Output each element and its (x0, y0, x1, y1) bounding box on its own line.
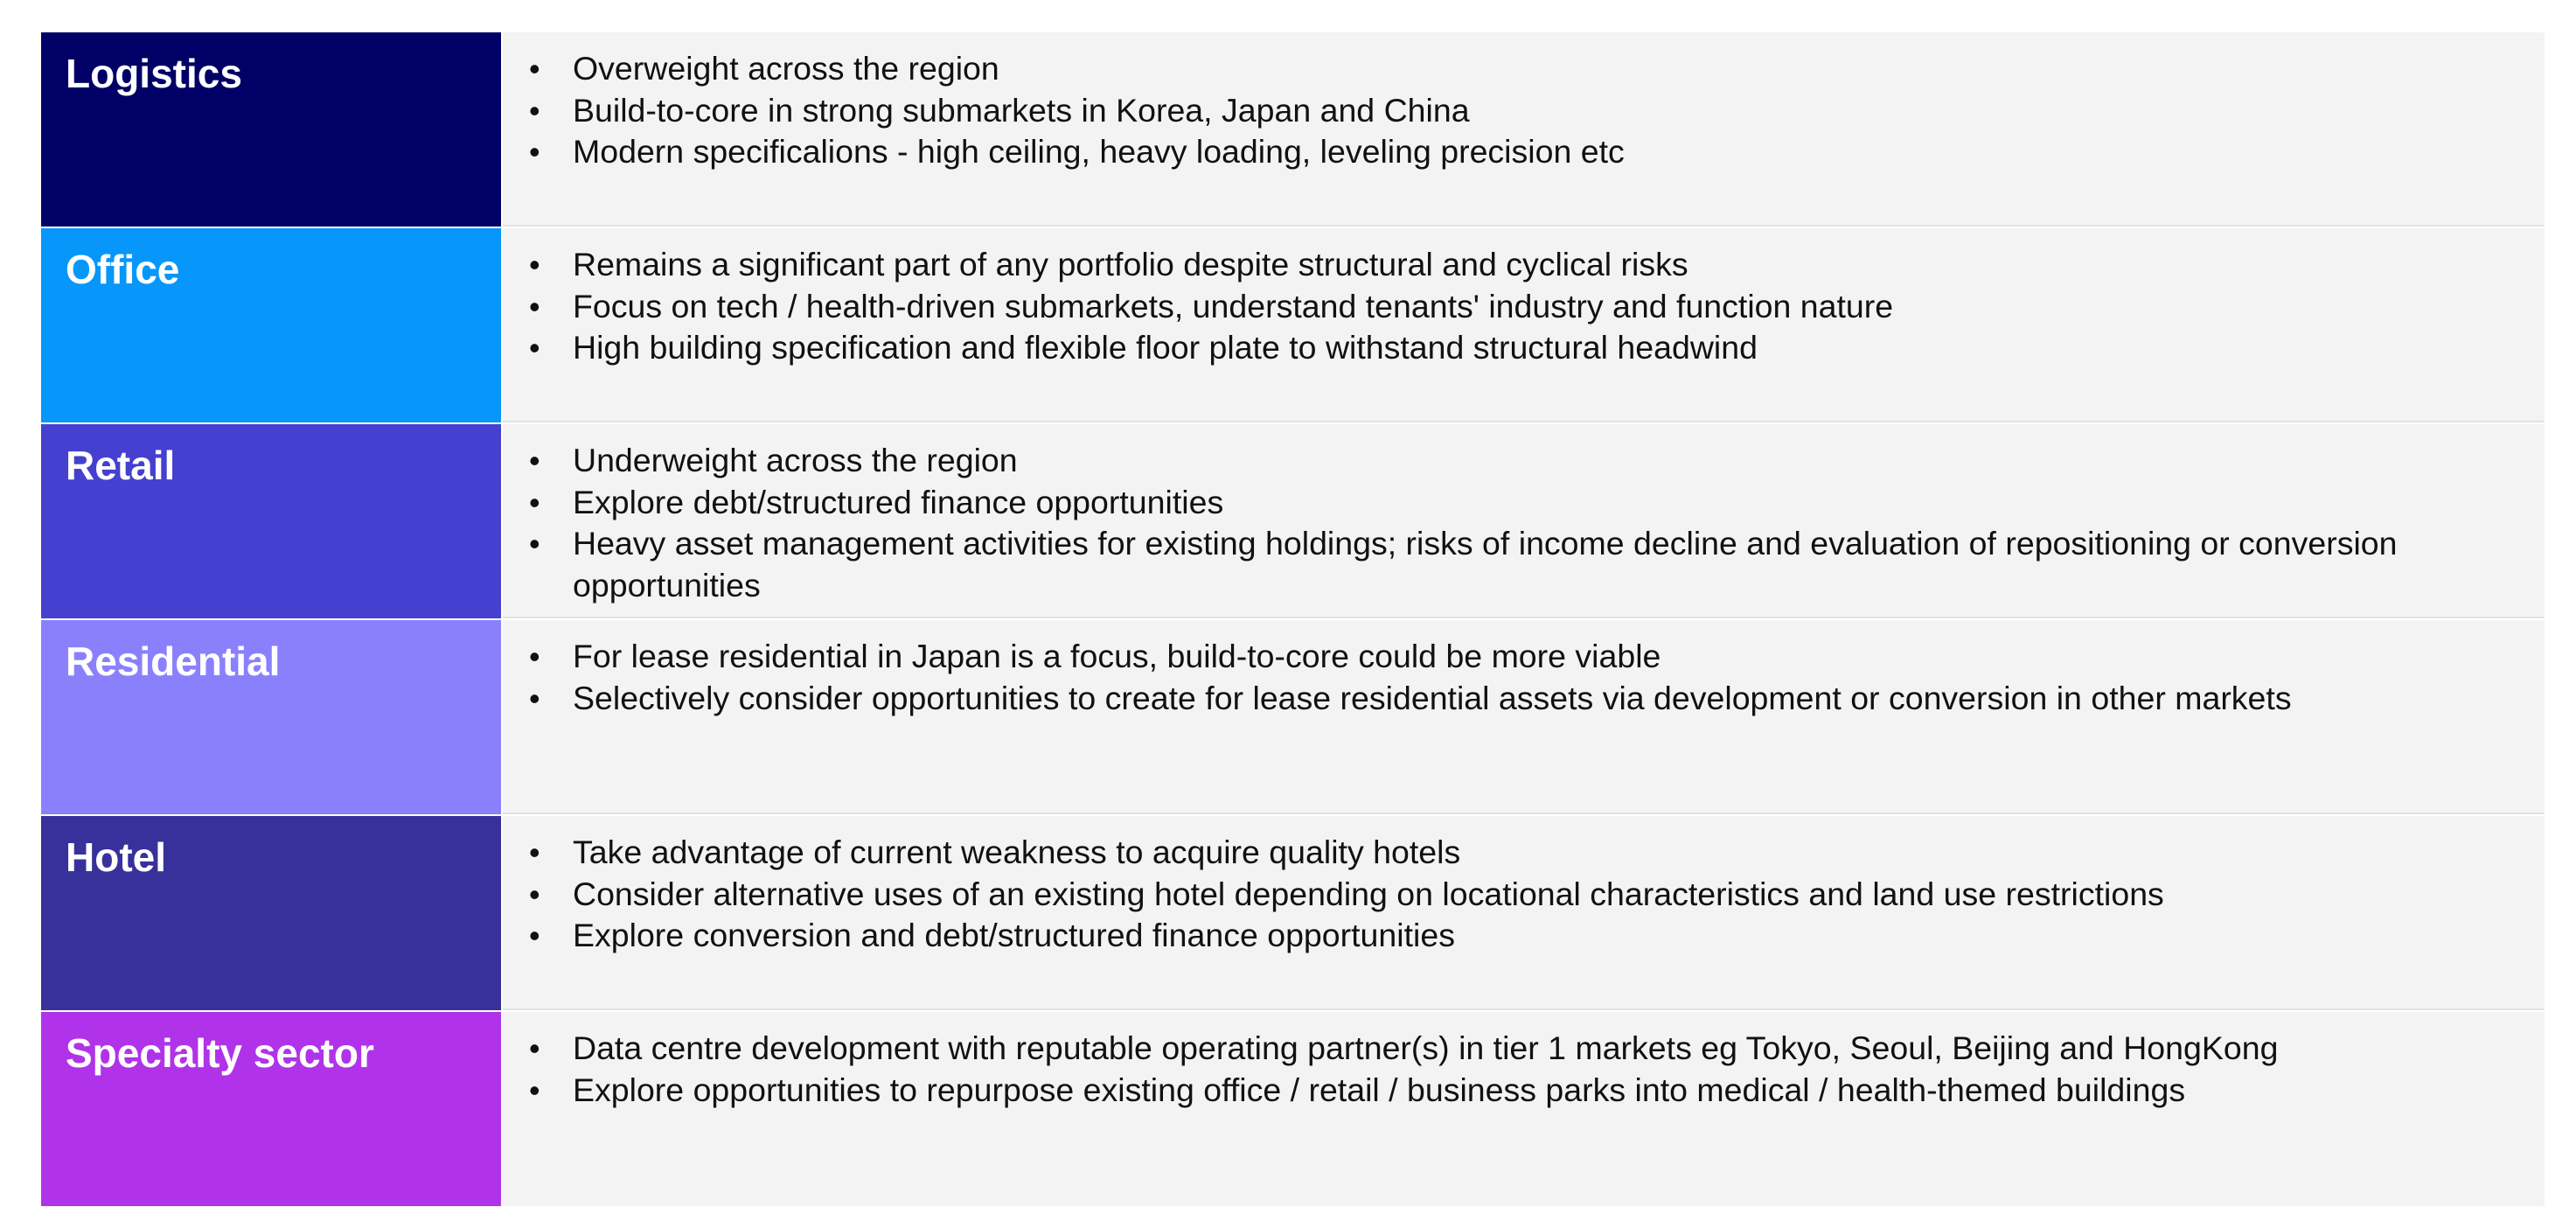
bullet-list (529, 636, 2510, 719)
sector-row-residential (41, 620, 2545, 816)
bullet-item: • Remains a significant part of any portfolio despite structural and cyclical risks (529, 244, 2510, 286)
sector-label-office: Office (41, 228, 503, 422)
bullet-item: • Take advantage of current weakness to acquire quality hotels (529, 832, 2510, 874)
bullet-item: • For lease residential in Japan is a focus, build-to-core could be more viable (529, 636, 2510, 678)
bullet-list (529, 48, 2510, 173)
sector-row-specialty (41, 1012, 2545, 1206)
bullet-list (529, 832, 2510, 957)
sector-label-hotel: Hotel (41, 816, 503, 1010)
sector-label-logistics: Logistics (41, 32, 503, 227)
sector-content-residential (503, 620, 2545, 814)
sector-content-logistics (503, 32, 2545, 227)
bullet-item: • Consider alternative uses of an existing hotel depending on locational characteristics and land use restrictions (529, 874, 2510, 916)
bullet-item: • Focus on tech / health-driven submarkets, understand tenants' industry and function nature (529, 286, 2510, 328)
sector-label-specialty: Specialty sector (41, 1012, 503, 1206)
sector-label-retail: Retail (41, 424, 503, 618)
bullet-item: • Underweight across the region (529, 440, 2510, 482)
bullet-item: • Modern specificalions - high ceiling, heavy loading, leveling precision etc (529, 131, 2510, 173)
sector-content-hotel (503, 816, 2545, 1010)
sector-row-logistics (41, 32, 2545, 228)
bullet-item: • Explore conversion and debt/structured finance opportunities (529, 915, 2510, 957)
sector-content-retail (503, 424, 2545, 618)
bullet-item: • Overweight across the region (529, 48, 2510, 90)
sector-content-office (503, 228, 2545, 422)
bullet-item: • Heavy asset management activities for existing holdings; risks of income decline and evaluation of repositioning or conversion opportunities (529, 523, 2510, 606)
bullet-list (529, 244, 2510, 369)
sector-label-residential: Residential (41, 620, 503, 814)
bullet-item: • Explore debt/structured finance opportunities (529, 482, 2510, 524)
sector-row-office (41, 228, 2545, 424)
bullet-item: • High building specification and flexible floor plate to withstand structural headwind (529, 327, 2510, 369)
sector-content-specialty (503, 1012, 2545, 1206)
sector-row-retail (41, 424, 2545, 620)
sector-row-hotel (41, 816, 2545, 1012)
bullet-item: • Data centre development with reputable operating partner(s) in tier 1 markets eg Tokyo, Seoul, Beijing and HongKong (529, 1028, 2510, 1070)
bullet-item: • Selectively consider opportunities to create for lease residential assets via development or conversion in other markets (529, 678, 2510, 720)
bullet-list (529, 1028, 2510, 1111)
bullet-item: • Explore opportunities to repurpose existing office / retail / business parks into medical / health-themed buildings (529, 1070, 2510, 1112)
bullet-list (529, 440, 2510, 606)
bullet-item: • Build-to-core in strong submarkets in Korea, Japan and China (529, 90, 2510, 132)
sector-strategy-table (41, 32, 2545, 1206)
